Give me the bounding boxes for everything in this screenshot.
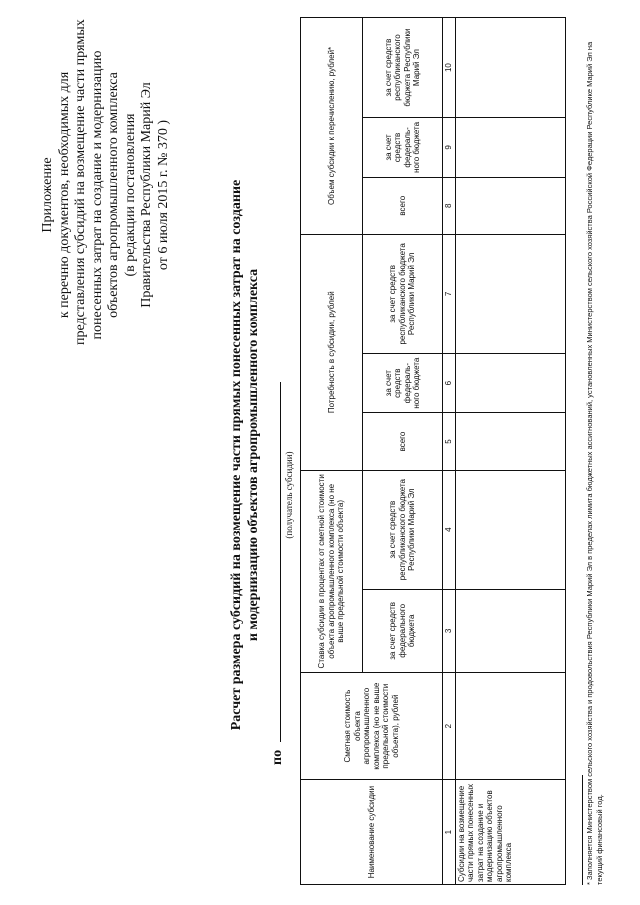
table-cell	[455, 353, 565, 413]
appendix-line: к перечню документов, необходимых для	[56, 71, 72, 319]
column-number: 1	[443, 780, 456, 885]
subheader-volume-fed: за счет средств федераль- ного бюджета	[363, 118, 443, 178]
column-number: 4	[443, 470, 456, 589]
appendix-block	[40, 19, 172, 345]
appendix-line: представления субсидий на возмещение части прямых	[73, 19, 88, 345]
subheader-need-fed: за счет средств федераль- ного бюджета	[363, 353, 443, 413]
table-cell	[455, 589, 565, 672]
subheader-rate-rep: за счет средств республиканского бюджета Республики Марий Эл	[363, 470, 443, 589]
appendix-line: от 6 июля 2015 г. № 370 )	[155, 119, 171, 271]
column-number: 9	[443, 118, 456, 178]
appendix-line: Приложение	[40, 157, 55, 233]
table-cell	[455, 118, 565, 178]
subheader-volume-total: всего	[363, 177, 443, 234]
header-name: Наименование субсидии	[301, 780, 443, 885]
table-cell	[455, 413, 565, 470]
table-cell	[455, 177, 565, 234]
footnote-rule	[582, 775, 583, 885]
header-rate: Ставка субсидии в процентах от сметной стоимости объекта агропромышленного комплекса (но не выше предельной стоимости объекта)	[301, 470, 363, 672]
recipient-blank	[268, 382, 281, 742]
column-number: 3	[443, 589, 456, 672]
subheader-need-rep: за счет средств республиканского бюджета Республики Марий Эл	[363, 234, 443, 353]
header-volume: Объем субсидии к перечислению, рублей*	[301, 18, 363, 235]
recipient-caption: (получатель субсидии)	[284, 451, 294, 539]
table-cell	[455, 470, 565, 589]
subheader-volume-rep: за счет средств республиканского бюджета Республики Марий Эл	[363, 18, 443, 118]
appendix-line: Правительства Республики Марий Эл	[139, 82, 154, 308]
appendix-line: (в редакции постановления	[122, 113, 138, 277]
subheader-need-total: всего	[363, 413, 443, 470]
row-subsidy-name: Субсидии на возмещение части прямых понесенных затрат на создание и модернизацию объектов агропромышленного комплекса	[455, 780, 565, 885]
column-number: 8	[443, 177, 456, 234]
column-number: 7	[443, 234, 456, 353]
title-line: и модернизацию объектов агропромышленного комплекса	[246, 268, 261, 642]
subheader-rate-fed: за счет средств федерального бюджета	[363, 589, 443, 672]
column-number: 6	[443, 353, 456, 413]
footnote	[582, 17, 604, 885]
document-title	[228, 105, 262, 805]
table-cell	[455, 234, 565, 353]
table-cell	[455, 673, 565, 780]
appendix-line: объектов агропромышленного комплекса	[106, 72, 121, 318]
recipient-prefix: по	[270, 749, 285, 765]
column-number: 2	[443, 673, 456, 780]
title-line: Расчет размера субсидий на возмещение части прямых понесенных затрат на создание	[229, 179, 244, 731]
header-cost: Сметная стоимость объекта агропромышленного комплекса (но не выше предельной стоимости объекта), рублей	[301, 673, 443, 780]
header-need: Потребность в субсидии, рублей	[301, 234, 363, 470]
column-number: 10	[443, 18, 456, 118]
appendix-line: понесенных затрат на создание и модернизацию	[89, 50, 105, 340]
table-cell	[455, 18, 565, 118]
subsidy-table	[300, 17, 566, 885]
footnote-text: * Заполняется Министерством сельского хозяйства и продовольствия Республики Марий Эл в пределах лимита бюджетных ассигнований, установленных Министерством сельского хозяйства Российской Федерации Республике Марий Эл на текущий финансовый год.	[585, 41, 604, 885]
column-number: 5	[443, 413, 456, 470]
